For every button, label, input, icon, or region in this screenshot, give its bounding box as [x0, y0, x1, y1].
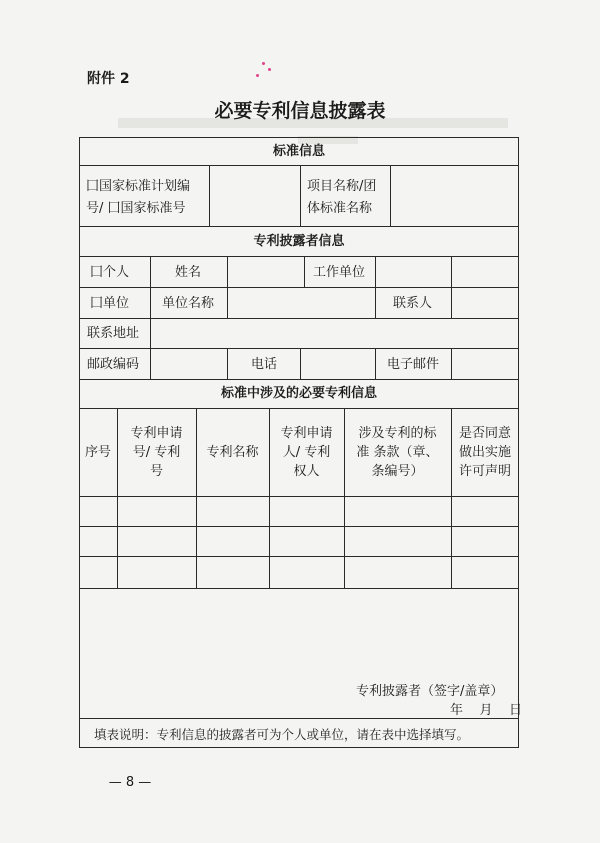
organization-checkbox[interactable]: 囗单位 — [90, 296, 130, 311]
project-name-label-line2: 体标准名称 — [307, 201, 373, 216]
disclosure-table — [79, 137, 519, 748]
attachment-label: 附件 2 — [87, 71, 130, 87]
phone-label: 电话 — [251, 357, 278, 372]
col-header-license-line1: 是否同意 — [458, 426, 511, 441]
col-header-application-no-line1: 专利申请 — [130, 426, 183, 441]
col-header-license-line3: 许可声明 — [458, 464, 511, 479]
form-instructions: 填表说明：专利信息的披露者可为个人或单位，请在表中选择填写。 — [94, 727, 470, 742]
contact-person-label: 联系人 — [393, 296, 433, 311]
col-header-applicant-line2: 人/ 专利 — [282, 445, 331, 460]
col-header-serial: 序号 — [84, 445, 111, 460]
table-row[interactable] — [80, 527, 518, 556]
section-standard-info: 标准信息 — [272, 144, 325, 159]
table-row[interactable] — [80, 497, 518, 526]
org-name-field[interactable] — [228, 288, 374, 317]
project-name-value-field[interactable] — [391, 166, 518, 226]
standard-plan-label-line1: 囗国家标准计划编 — [86, 179, 191, 194]
employer-label: 工作单位 — [313, 265, 366, 280]
postcode-label: 邮政编码 — [87, 357, 140, 372]
col-header-clause-line3: 条编号） — [371, 464, 424, 479]
project-name-label-line1: 项目名称/团 — [307, 179, 377, 194]
table-row[interactable] — [80, 557, 518, 588]
col-header-application-no-line3: 号 — [149, 464, 163, 479]
col-header-patent-name: 专利名称 — [206, 445, 259, 460]
section-discloser-info: 专利披露者信息 — [253, 234, 345, 249]
col-header-application-no-line2: 号/ 专利 — [132, 445, 181, 460]
page-number: — 8 — — [108, 775, 152, 790]
email-field[interactable] — [452, 349, 518, 378]
ink-mark — [268, 68, 271, 71]
name-field[interactable] — [228, 257, 304, 286]
col-header-clause-line2: 准 条款（章、 — [356, 445, 439, 460]
col-header-applicant-line3: 权人 — [293, 464, 320, 479]
standard-plan-label-line2: 号/ 囗国家标准号 — [86, 201, 186, 216]
individual-checkbox[interactable]: 囗个人 — [90, 265, 130, 280]
col-header-applicant-line1: 专利申请 — [280, 426, 333, 441]
signature-date: 年 月 日 — [450, 703, 523, 718]
form-title: 必要专利信息披露表 — [214, 100, 386, 122]
email-label: 电子邮件 — [387, 357, 440, 372]
ink-mark — [256, 74, 259, 77]
section-patent-info: 标准中涉及的必要专利信息 — [220, 386, 377, 401]
col-header-license-line2: 做出实施 — [458, 445, 511, 460]
address-label: 联系地址 — [87, 326, 140, 341]
name-label: 姓名 — [175, 265, 202, 280]
contact-person-field[interactable] — [452, 288, 518, 317]
col-header-clause-line1: 涉及专利的标 — [358, 426, 437, 441]
address-field[interactable] — [151, 319, 518, 347]
standard-plan-value-field[interactable] — [210, 166, 300, 226]
postcode-field[interactable] — [151, 349, 227, 378]
employer-field[interactable] — [376, 257, 518, 286]
phone-field[interactable] — [301, 349, 375, 378]
org-name-label: 单位名称 — [162, 296, 215, 311]
ink-mark — [262, 62, 265, 65]
signature-line: 专利披露者（签字/盖章） — [356, 684, 504, 699]
